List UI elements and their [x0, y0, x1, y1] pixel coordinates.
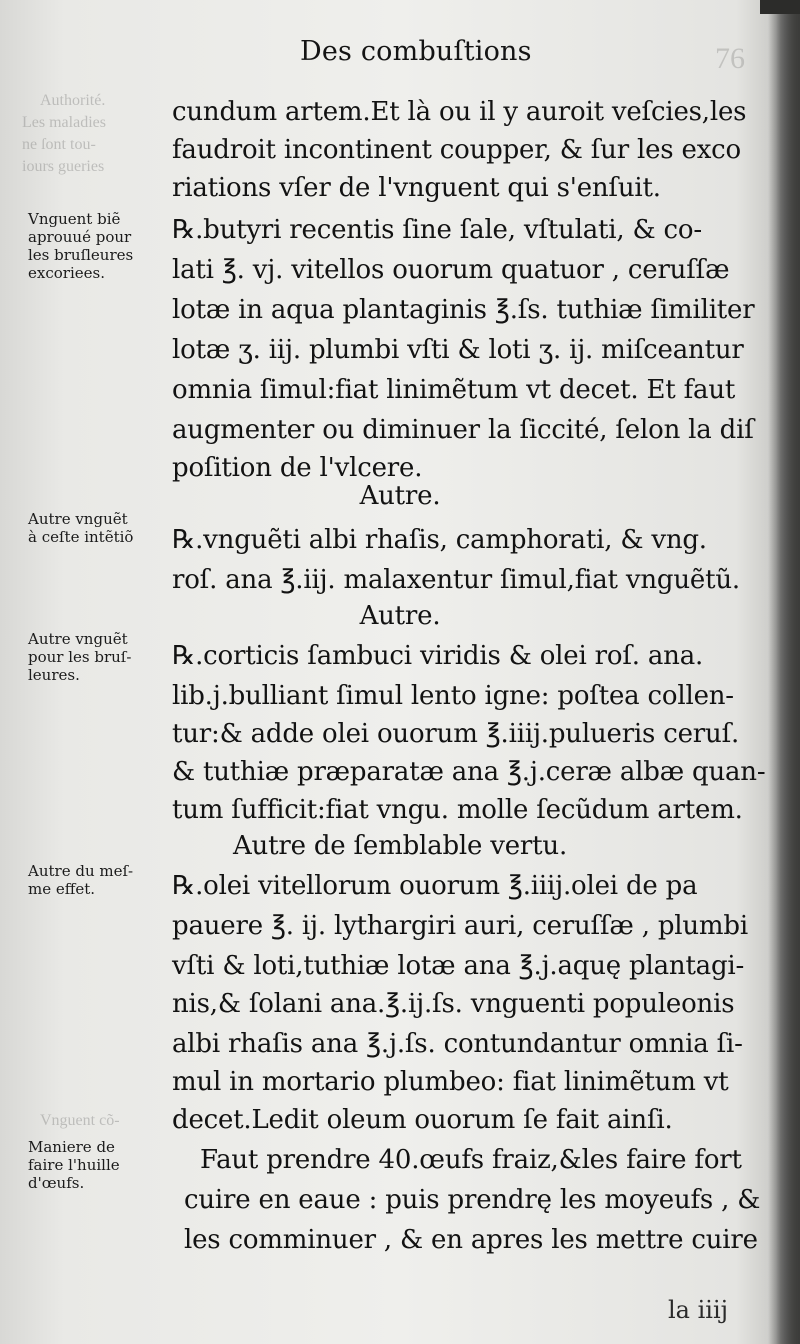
text-line: mul in mortario plumbeo: fiat linimẽtum vt [172, 1067, 729, 1097]
bleed-through-text: Les maladies [22, 114, 106, 131]
paragraph-first-line: Faut prendre 40.œufs fraiz,&les faire fort [200, 1145, 742, 1175]
margin-note-line: pour les bruſ- [28, 648, 132, 666]
text-line: les comminuer , & en apres les mettre cuire [184, 1225, 758, 1255]
text-line: cuire en eaue : puis prendrę les moyeufs , & [184, 1185, 761, 1215]
margin-note-line: leures. [28, 666, 80, 684]
text-line: pauere ℥. ij. lythargiri auri, ceruſſæ , plumbi [172, 911, 748, 941]
bleed-through-page-number: 76 [715, 42, 745, 75]
text-line: riations vſer de l'vnguent qui s'enſuit. [172, 173, 661, 203]
text-line: omnia ſimul:fiat linimẽtum vt decet. Et faut [172, 375, 736, 405]
text-line: ℞.vnguẽti albi rhaſis, camphorati, & vng. [172, 525, 707, 555]
margin-note-line: Autre du meſ- [28, 862, 134, 880]
text-line: tur:& adde olei ouorum ℥.iiij.pulueris ceruſ. [172, 719, 740, 749]
text-line: vſti & loti,tuthiæ lotæ ana ℥.j.aquę plantagi- [172, 951, 745, 981]
text-line: faudroit incontinent coupper, & ſur les exco [172, 135, 741, 165]
running-head: Des combuſtions [300, 36, 532, 67]
section-heading: Autre de ſemblable vertu. [232, 831, 568, 861]
margin-note-line: à ceſte intẽtiõ [28, 528, 134, 546]
margin-note-line: Autre vnguẽt [28, 510, 128, 528]
text-line: cundum artem.Et là ou il y auroit veſcies,les [172, 97, 747, 127]
page-corner-shadow [760, 0, 800, 14]
catchword: la iiij [668, 1296, 729, 1324]
text-line: roſ. ana ℥.iij. malaxentur ſimul,fiat vnguẽtũ. [172, 565, 740, 595]
text-line: augmenter ou diminuer la ſiccité, ſelon la diſ [172, 415, 754, 445]
margin-note-line: aprouué pour [28, 228, 132, 246]
margin-note-line: faire l'huille [28, 1156, 120, 1174]
text-line: lotæ in aqua plantaginis ℥.ſs. tuthiæ ſimiliter [172, 295, 755, 325]
margin-note-line: Autre vnguẽt [28, 630, 128, 648]
text-line: ℞.corticis ſambuci viridis & olei roſ. ana. [172, 641, 704, 671]
text-line: poſition de l'vlcere. [172, 453, 423, 483]
bleed-through-text: ne ſont tou- [22, 136, 96, 153]
text-line: nis,& ſolani ana.℥.ij.ſs. vnguenti populeonis [172, 989, 735, 1019]
margin-note-line: excoriees. [28, 264, 105, 282]
margin-note-line: les bruſleures [28, 246, 134, 264]
text-line: albi rhaſis ana ℥.j.ſs. contundantur omnia ſi- [172, 1029, 743, 1059]
text-line: lib.j.bulliant ſimul lento igne: poſtea collen- [172, 681, 734, 711]
page-edge-shadow [768, 0, 800, 1344]
margin-note [28, 1138, 178, 1192]
section-heading: Autre. [359, 481, 441, 511]
margin-note [28, 210, 178, 282]
margin-note-line: Maniere de [28, 1138, 115, 1156]
bleed-through-text: Vnguent cõ- [40, 1112, 120, 1129]
margin-note-line: me effet. [28, 880, 96, 898]
margin-note [28, 630, 178, 684]
text-line: ℞.butyri recentis ſine ſale, vſtulati, & co- [172, 215, 702, 245]
bleed-through-text: Authorité. [40, 92, 106, 109]
text-line: lotæ ʒ. iij. plumbi vſti & loti ʒ. ij. miſceantur [172, 335, 744, 365]
margin-note-line: d'œufs. [28, 1174, 85, 1192]
bleed-through-text: iours gueries [22, 158, 105, 175]
text-line: tum ſufficit:fiat vngu. molle ſecũdum artem. [172, 795, 743, 825]
text-line: lati ℥. vj. vitellos ouorum quatuor , ceruſſæ [172, 255, 730, 285]
text-line: ℞.olei vitellorum ouorum ℥.iiij.olei de pa [172, 871, 698, 901]
margin-note-line: Vnguent biẽ [28, 210, 121, 228]
text-line: & tuthiæ præparatæ ana ℥.j.ceræ albæ quan- [172, 757, 766, 787]
margin-note [28, 862, 178, 898]
section-heading: Autre. [359, 601, 441, 631]
text-line: decet.Ledit oleum ouorum ſe fait ainſi. [172, 1105, 673, 1135]
